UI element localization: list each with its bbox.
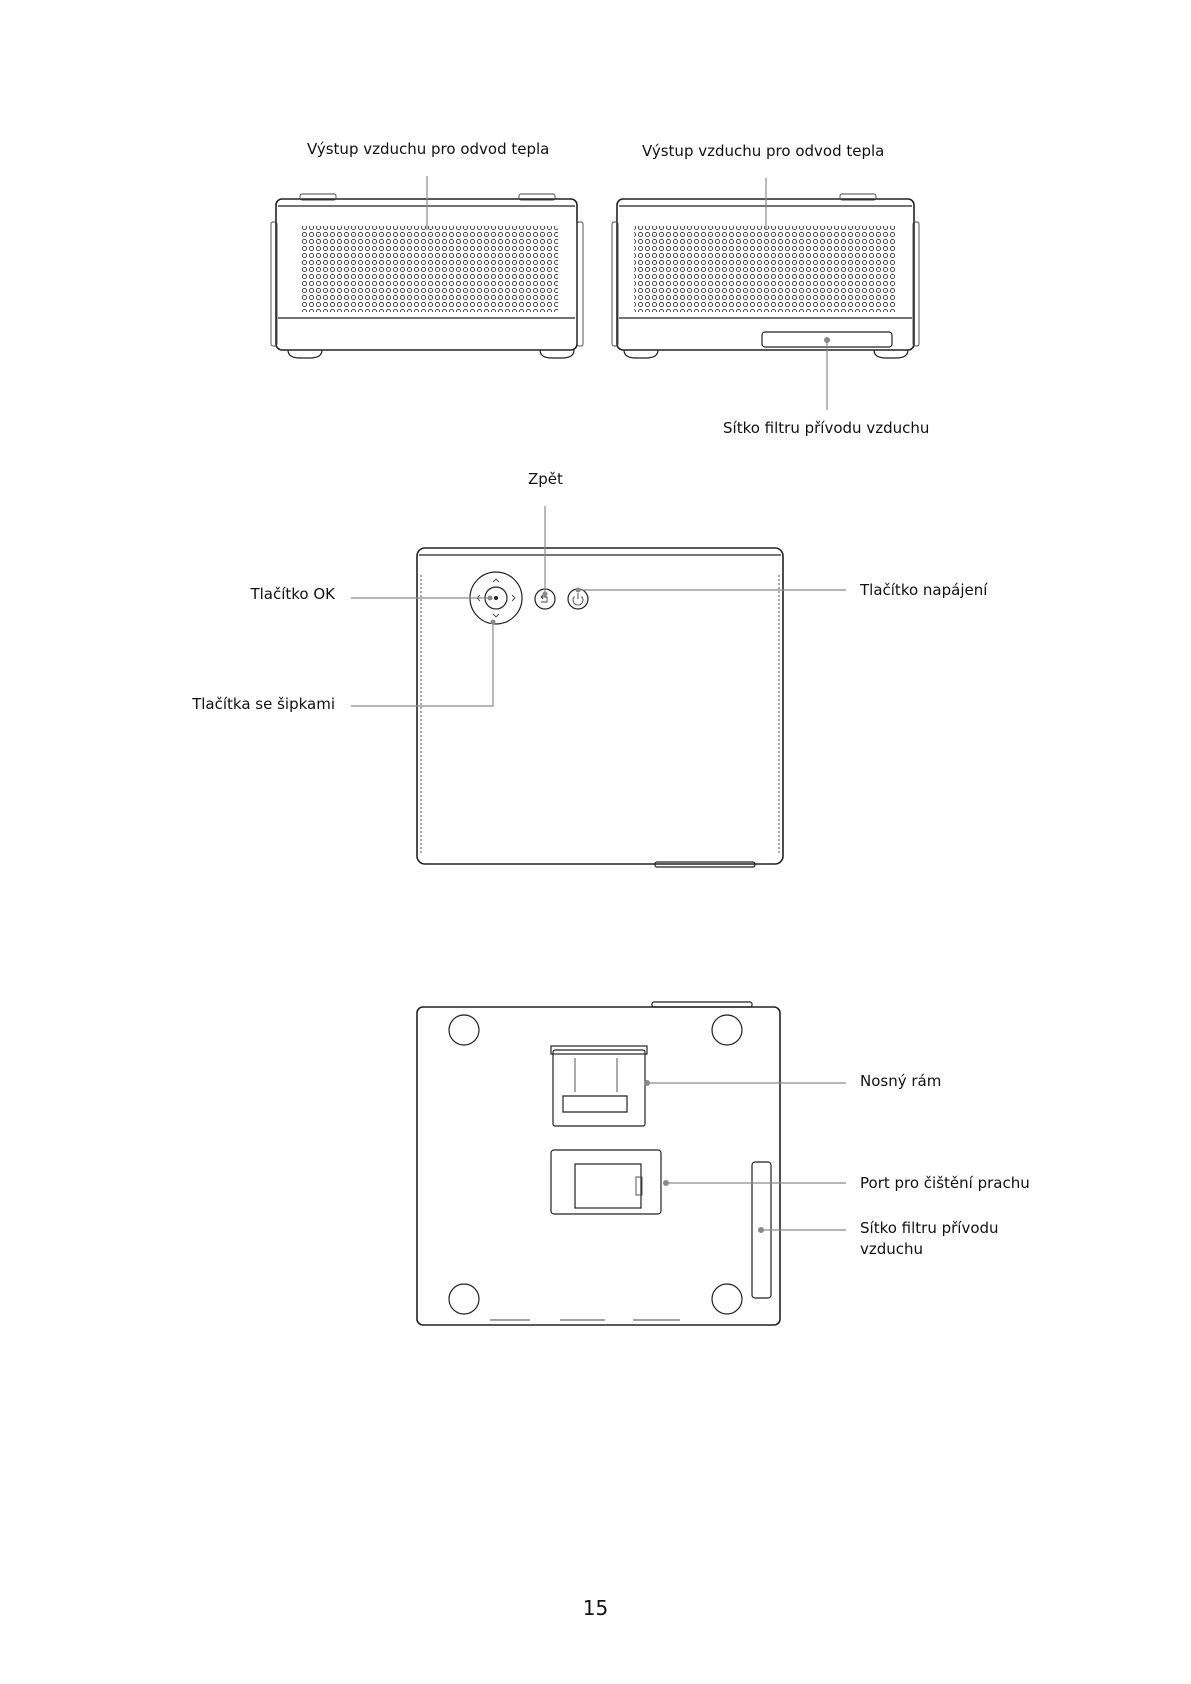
label-dust-port: Port pro čištění prachu bbox=[860, 1174, 1030, 1192]
vent-grille bbox=[634, 226, 896, 312]
label-intake-filter-bottom: Sítko filtru přívodu bbox=[860, 1219, 999, 1237]
vent-grille bbox=[300, 226, 558, 312]
projector-top-view bbox=[417, 548, 783, 867]
label-ok-button: Tlačítko OK bbox=[250, 585, 335, 603]
page-number: 15 bbox=[582, 1596, 609, 1620]
label-intake-filter-bottom-line2: vzduchu bbox=[860, 1240, 924, 1258]
label-power-button: Tlačítko napájení bbox=[860, 581, 988, 599]
label-heat-outlet-left: Výstup vzduchu pro odvod tepla bbox=[307, 140, 550, 158]
projector-bottom-view bbox=[417, 1002, 780, 1325]
label-intake-filter-top: Sítko filtru přívodu vzduchu bbox=[723, 419, 930, 437]
label-heat-outlet-right: Výstup vzduchu pro odvod tepla bbox=[642, 142, 885, 160]
label-arrow-buttons: Tlačítka se šipkami bbox=[192, 695, 335, 713]
label-back: Zpět bbox=[528, 470, 563, 488]
label-stand-frame: Nosný rám bbox=[860, 1072, 942, 1090]
